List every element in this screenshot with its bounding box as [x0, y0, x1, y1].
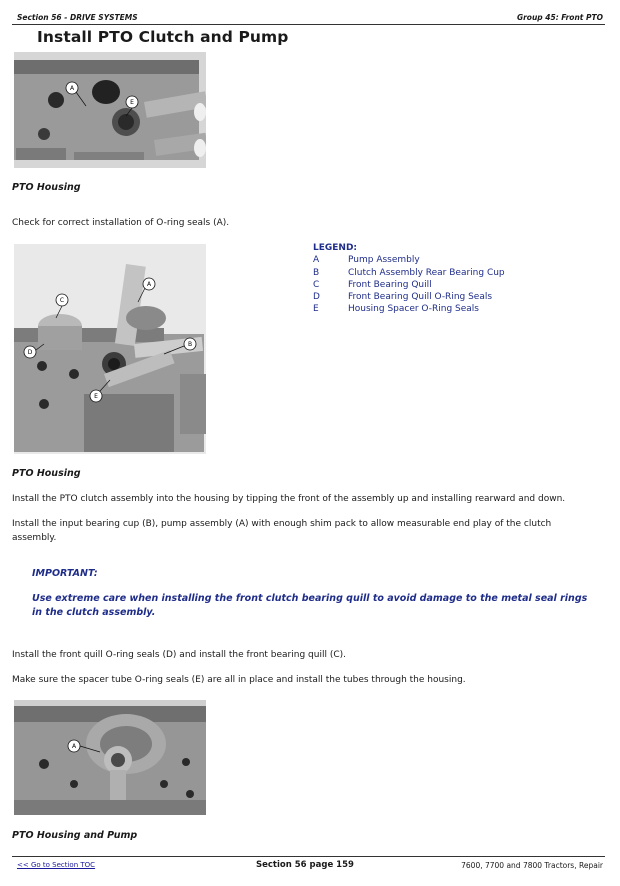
figure-3-callouts [14, 700, 206, 815]
callout-d-fig2-label: D [27, 349, 33, 356]
legend-title: LEGEND: [313, 243, 358, 253]
callout-a-fig3 [68, 740, 100, 752]
header-rule [12, 24, 605, 25]
page-title: Install PTO Clutch and Pump [37, 28, 289, 46]
footer-page-number: Section 56 page 159 [256, 860, 354, 870]
callout-b-fig2 [164, 338, 196, 354]
paragraph-1: Install the PTO clutch assembly into the housing by tipping the front of the assembly up and installing rearward and down. [12, 494, 566, 504]
toc-link[interactable]: << Go to Section TOC [17, 861, 96, 869]
legend-item-a: A Pump Assembly [313, 255, 420, 266]
legend-item-d: D Front Bearing Quill O-Ring Seals [313, 292, 493, 303]
legend [313, 242, 505, 316]
legend-item-c: C Front Bearing Quill [313, 279, 432, 290]
callout-e-fig2-label: E [94, 393, 98, 400]
paragraph-4: Make sure the spacer tube O-ring seals (E) are all in place and install the tubes through the housing. [12, 675, 466, 685]
figure-1-callouts [14, 52, 206, 168]
footer-manual-title: 7600, 7700 and 7800 Tractors, Repair [461, 861, 603, 870]
header-section: Section 56 - DRIVE SYSTEMS [17, 13, 138, 22]
callout-a-fig1-label: A [69, 85, 75, 92]
legend-item-b: B Clutch Assembly Rear Bearing Cup [313, 267, 505, 278]
important-label: IMPORTANT: [32, 568, 98, 579]
callout-b-fig2-label: B [187, 341, 193, 348]
instruction-1: Check for correct installation of O-ring seals (A). [12, 218, 230, 228]
figure-2-caption: PTO Housing [12, 468, 81, 479]
callout-c-fig2 [56, 294, 68, 318]
figure-3-caption: PTO Housing and Pump [12, 830, 138, 841]
figure-1-caption: PTO Housing [12, 182, 81, 193]
header-group: Group 45: Front PTO [516, 13, 603, 22]
callout-a-fig2 [138, 278, 155, 302]
callout-e-fig1 [126, 96, 138, 116]
callout-e-fig2 [90, 380, 110, 402]
paragraph-3: Install the front quill O-ring seals (D) and install the front bearing quill (C). [12, 650, 346, 660]
footer-rule [12, 856, 605, 857]
callout-a-fig3-label: A [71, 743, 77, 750]
callout-e-fig1-label: E [130, 99, 134, 106]
callout-d-fig2 [24, 344, 44, 358]
important-text: Use extreme care when installing the front clutch bearing quill to avoid damage to the metal seal rings in the clutch assembly. [32, 593, 588, 618]
paragraph-2: Install the input bearing cup (B), pump assembly (A) with enough shim pack to allow measurable end play of the clutch assembly. [12, 519, 552, 543]
figure-2-callouts [14, 244, 206, 454]
callout-c-fig2-label: C [59, 297, 65, 304]
callout-a-fig2-label: A [146, 281, 152, 288]
callout-a-fig1 [66, 82, 86, 106]
legend-item-e: E Housing Spacer O-Ring Seals [313, 304, 480, 315]
